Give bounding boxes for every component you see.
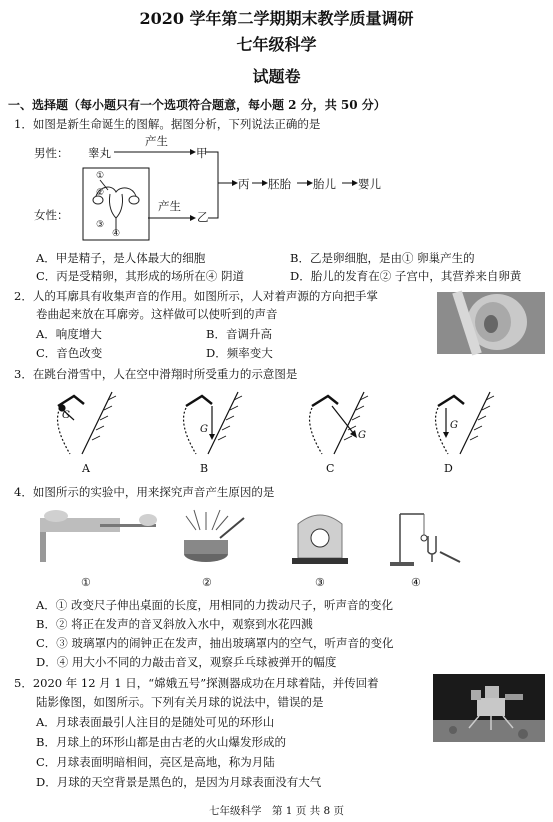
q4-experiment-images (0, 500, 553, 572)
marker-1: ① (96, 171, 105, 181)
q1-option-a: A．甲是精子，是人体最大的细胞 (36, 251, 206, 265)
q3-label-b: B (200, 462, 209, 475)
testis-label: 睾丸 (88, 146, 111, 160)
q4-num-2: ② (202, 576, 212, 589)
tuning-fork-water (184, 510, 244, 562)
q4-option-d: D．④ 用大小不同的力敲击音叉，观察乒乓球被弹开的幅度 (36, 655, 337, 669)
q4-num-1: ① (81, 576, 91, 589)
male-label: 男性： (34, 146, 69, 160)
yi-label: 乙 (197, 210, 209, 224)
q2-stem-line2: 卷曲起来放在耳廓旁。这样做可以使听到的声音 (36, 307, 278, 321)
page-footer: 七年级科学 第 1 页 共 8 页 (208, 805, 345, 817)
q3-label-d: D (444, 462, 453, 475)
q2-option-d: D．频率变大 (206, 346, 273, 360)
produce-label-2: 产生 (158, 199, 181, 213)
paper-title: 试题卷 (252, 67, 301, 86)
q5-option-a: A．月球表面最引人注目的是随处可见的环形山 (36, 715, 275, 729)
option-d-figure (436, 392, 490, 454)
q2-stem-line1: 2．人的耳廓具有收集声音的作用。如图所示，人对着声源的方向把手掌 (14, 289, 378, 303)
q2-option-b: B．音调升高 (206, 327, 272, 341)
marker-3: ③ (96, 220, 105, 230)
q5-option-c: C．月球表面明暗相间，亮区是高地，称为月陆 (36, 755, 275, 769)
q3-label-c: C (326, 462, 335, 475)
g-label-a: G (62, 410, 70, 421)
q3-label-a: A (82, 462, 90, 475)
q2-option-c: C．音色改变 (36, 346, 103, 360)
fetus-label: 胎儿 (313, 177, 336, 191)
ear-photo (437, 292, 545, 354)
produce-label-1: 产生 (145, 134, 168, 148)
exam-title: 2020 学年第二学期期末教学质量调研 (139, 9, 414, 28)
q4-num-4: ④ (411, 576, 421, 589)
baby-label: 婴儿 (358, 177, 381, 191)
embryo-label: 胚胎 (268, 177, 291, 191)
g-label-d: G (450, 420, 458, 431)
q4-option-c: C．③ 玻璃罩内的闹钟正在发声，抽出玻璃罩内的空气，听声音的变化 (36, 636, 394, 650)
q3-ski-diagrams (0, 384, 553, 454)
q5-stem-line1: 5．2020 年 12 月 1 日，“嫦娥五号”探测器成功在月球着陆，并传回着 (14, 676, 379, 690)
option-c-figure (310, 392, 364, 454)
q1-option-c: C．丙是受精卵，其形成的场所在④ 阴道 (36, 269, 244, 283)
jia-label: 甲 (196, 146, 208, 160)
q4-num-3: ③ (315, 576, 325, 589)
section-heading: 一、选择题（每小题只有一个选项符合题意，每小题 2 分，共 50 分） (8, 98, 386, 112)
option-b-figure (184, 392, 238, 454)
marker-2: ② (96, 188, 105, 198)
q1-option-b: B．乙是卵细胞，是由① 卵巢产生的 (290, 251, 475, 265)
marker-4: ④ (112, 229, 121, 239)
q4-stem: 4．如图所示的实验中，用来探究声音产生原因的是 (14, 485, 275, 499)
q5-option-b: B．月球上的环形山都是由古老的火山爆发形成的 (36, 735, 286, 749)
q4-option-b: B．② 将正在发声的音叉斜放入水中，观察到水花四溅 (36, 617, 313, 631)
ruler-experiment (40, 510, 157, 562)
female-label: 女性： (34, 208, 69, 222)
q5-option-d: D．月球的天空背景是黑色的，是因为月球表面没有大气 (36, 775, 322, 789)
bing-label: 丙 (238, 177, 250, 191)
g-label-c: G (358, 430, 366, 441)
q1-flow-arrows (0, 0, 553, 260)
q5-stem-line2: 陆影像图，如图所示。下列有关月球的说法中，错误的是 (36, 695, 324, 709)
subject-title: 七年级科学 (236, 35, 317, 54)
bell-jar-clock (292, 515, 348, 564)
q1-stem: 1．如图是新生命诞生的图解。据图分析，下列说法正确的是 (14, 117, 321, 131)
option-a-figure (58, 392, 112, 454)
lander-photo (433, 674, 545, 742)
tuning-fork-ball (390, 514, 460, 566)
q4-option-a: A．① 改变尺子伸出桌面的长度，用相同的力拨动尺子，听声音的变化 (36, 598, 393, 612)
q1-option-d: D．胎儿的发育在② 子宫中，其营养来自卵黄 (290, 269, 522, 283)
g-label-b: G (200, 424, 208, 435)
q3-stem: 3．在跳台滑雪中，人在空中滑翔时所受重力的示意图是 (14, 367, 298, 381)
q2-option-a: A．响度增大 (36, 327, 102, 341)
